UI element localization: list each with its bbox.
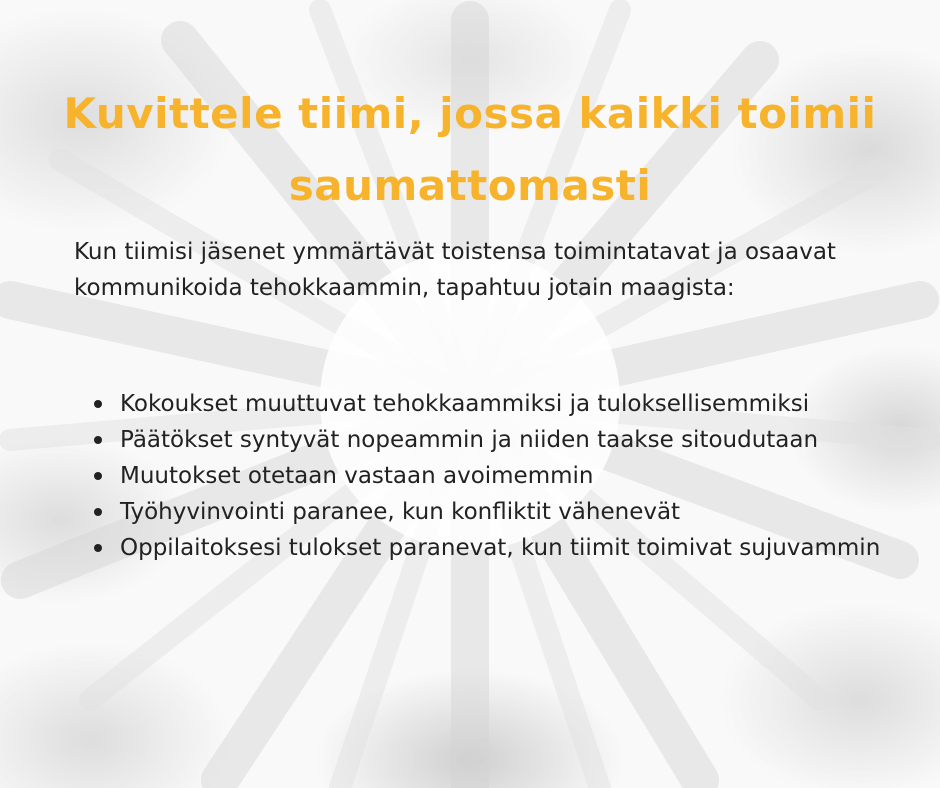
page-title: Kuvittele tiimi, jossa kaikki toimii saumattomasti — [63, 89, 877, 210]
benefits-list — [88, 386, 900, 566]
list-item: Kokoukset muuttuvat tehokkaammiksi ja tuloksellisemmiksi — [120, 386, 900, 422]
list-item: Päätökset syntyvät nopeammin ja niiden taakse sitoudutaan — [120, 422, 900, 458]
intro-paragraph: Kun tiimisi jäsenet ymmärtävät toistensa toimintatavat ja osaavat kommunikoida tehokkaammin, tapahtuu jotain maagista: — [74, 239, 836, 301]
list-item: Muutokset otetaan vastaan avoimemmin — [120, 458, 900, 494]
list-item: Oppilaitoksesi tulokset paranevat, kun tiimit toimivat sujuvammin — [120, 530, 900, 566]
list-item: Työhyvinvointi paranee, kun konfliktit vähenevät — [120, 494, 900, 530]
